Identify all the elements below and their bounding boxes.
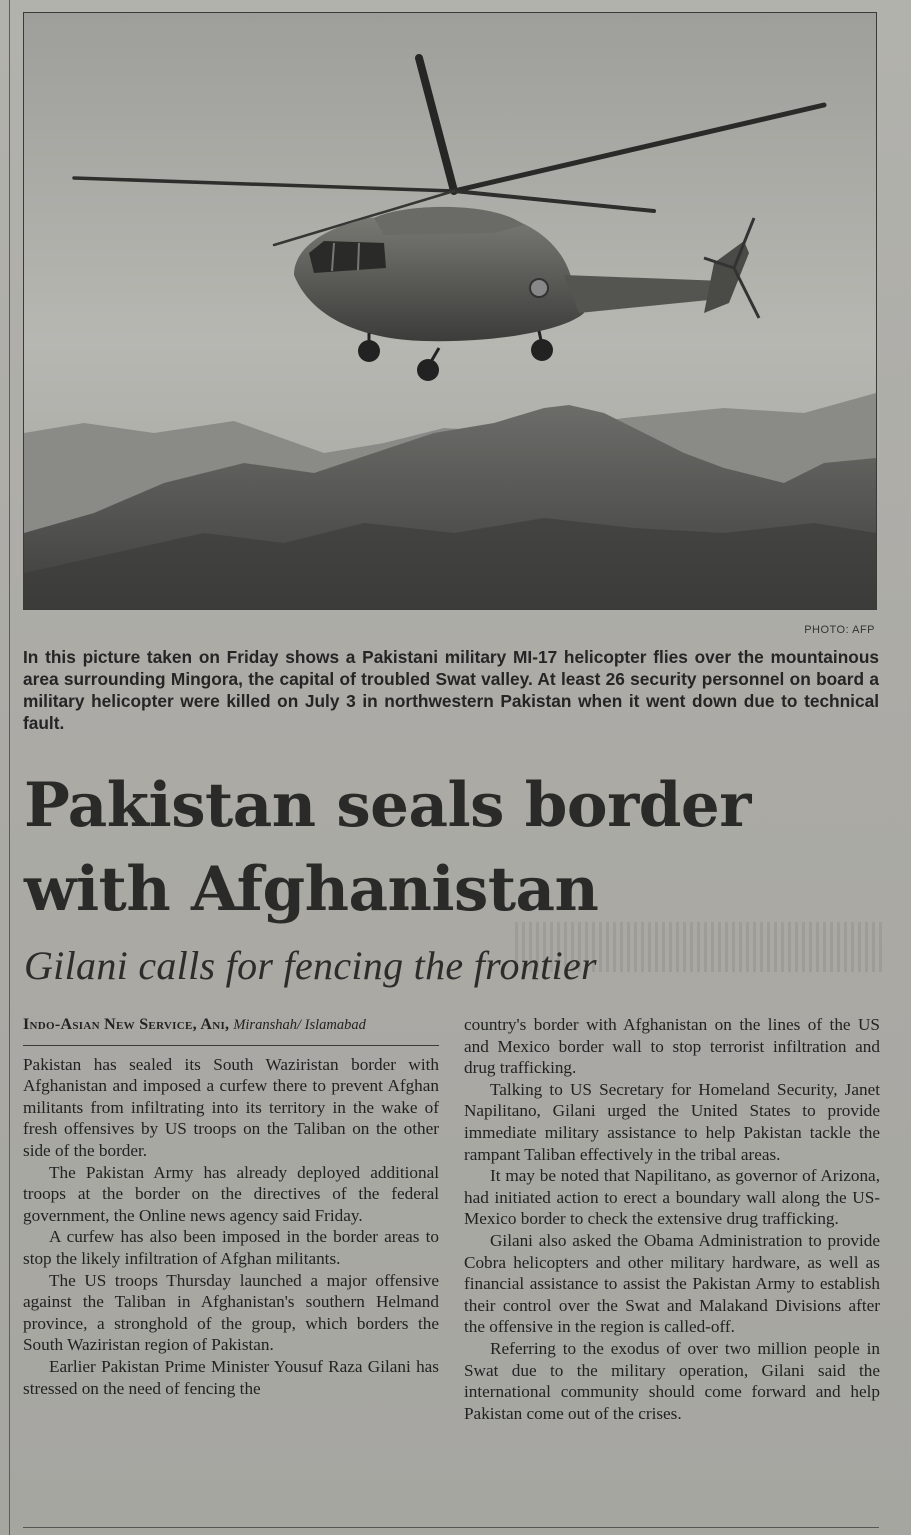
paragraph: country's border with Afghanistan on the lines of the US and Mexico border wall to stop terrorist infiltration and drug trafficking. (464, 1015, 880, 1078)
article-column-2 (464, 1014, 880, 1424)
byline-divider (23, 1045, 439, 1046)
helicopter-icon (24, 13, 876, 609)
paragraph: A curfew has also been imposed in the border areas to stop the likely infiltration of Afghan militants. (23, 1227, 439, 1268)
paragraph: The Pakistan Army has already deployed additional troops at the border on the directives of the federal government, the Online news agency said Friday. (23, 1162, 439, 1225)
paragraph: The US troops Thursday launched a major offensive against the Taliban in Afghanistan's southern Helmand province, a stronghold of the group, which borders the South Waziristan region of Pakistan. (23, 1270, 439, 1355)
paragraph: Earlier Pakistan Prime Minister Yousuf Raza Gilani has stressed on the need of fencing the (23, 1356, 439, 1398)
article-column-1 (23, 1014, 439, 1399)
paragraph: Gilani also asked the Obama Administration to provide Cobra helicopters and other military hardware, as well as financial assistance to assist the Pakistan Army to establish their control over the Swat and Malakand Divisions after the offensive in the region is called-off. (464, 1230, 880, 1337)
subheadline: Gilani calls for fencing the frontier (24, 943, 597, 988)
paragraph: Pakistan has sealed its South Waziristan border with Afghanistan and imposed a curfew there to prevent Afghan militants from infiltrating into its territory in the wake of fresh offensives by US troops on the Taliban on the other side of the border. (23, 1054, 439, 1160)
headline-line-1: Pakistan seals border (24, 770, 751, 841)
paragraph: Referring to the exodus of over two million people in Swat due to the military operation, Gilani said the international community should come forward and help Pakistan come out of the crises. (464, 1338, 880, 1423)
byline-agency: Indo-Asian New Service, Ani, (23, 1016, 230, 1033)
byline (23, 1014, 439, 1037)
byline-place: Miranshah/ Islamabad (233, 1017, 366, 1033)
headline-line-2: with Afghanistan (24, 854, 599, 925)
paragraph: Talking to US Secretary for Homeland Security, Janet Napilitano, Gilani urged the United States to provide immediate military assistance to help Pakistan tackle the rampant Taliban effectively in the tribal areas. (464, 1079, 880, 1164)
photo-caption: In this picture taken on Friday shows a Pakistani military MI-17 helicopter flies over the mountainous area surrounding Mingora, the capital of troubled Swat valley. At least 26 security personnel on board a military helicopter were killed on July 3 in northwestern Pakistan when it went down due to technical fault. (23, 647, 879, 733)
bottom-divider (23, 1527, 879, 1528)
headline (24, 764, 894, 932)
paragraph: It may be noted that Napilitano, as governor of Arizona, had initiated action to erect a boundary wall along the US-Mexico border to check the extensive drug trafficking. (464, 1166, 880, 1229)
news-photo (23, 12, 877, 610)
column-rule (9, 0, 10, 1535)
photo-credit: PHOTO: AFP (804, 624, 875, 636)
